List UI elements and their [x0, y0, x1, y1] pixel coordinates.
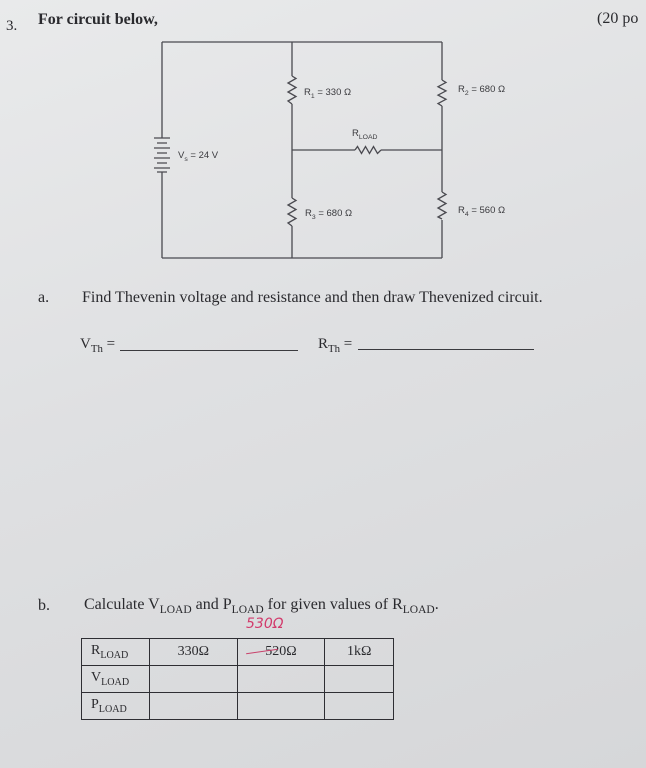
table-cell[interactable]	[325, 693, 394, 720]
row-label-pload: $P_{LOAD}$	[82, 693, 150, 720]
vth-answer-blank[interactable]	[120, 350, 298, 351]
r3-label: $R_3 = 680$ Ω	[305, 208, 353, 221]
question-title: For circuit below,	[38, 11, 158, 28]
table-row	[82, 666, 394, 693]
table-row	[82, 639, 394, 666]
rth-label: $R_{Th}$ =	[318, 336, 353, 355]
part-a-letter: a.	[38, 289, 50, 306]
rload-label: $R_{LOAD}$	[352, 128, 378, 141]
battery-icon	[154, 138, 170, 172]
r2-label: $R_2 = 680$ Ω	[458, 84, 506, 97]
part-b-instructions: Calculate $V_{LOAD}$ and $P_{LOAD}$ for given values of $R_{LOAD}$.	[84, 596, 439, 617]
table-row	[82, 693, 394, 720]
row-label-rload: $R_{LOAD}$	[82, 639, 150, 666]
r2-resistor	[438, 80, 446, 106]
table-cell[interactable]	[237, 666, 325, 693]
table-cell[interactable]	[237, 693, 325, 720]
vth-label: $V_{Th}$ =	[80, 336, 116, 355]
load-table	[81, 638, 394, 720]
circuit-diagram	[0, 0, 646, 300]
row-label-vload: $V_{LOAD}$	[82, 666, 150, 693]
r1-resistor	[288, 76, 296, 104]
part-b-letter: b.	[38, 597, 50, 614]
rth-answer-blank[interactable]	[358, 349, 534, 350]
table-cell: 1kΩ	[325, 639, 394, 666]
r1-label: $R_1 = 330$ Ω	[304, 87, 352, 100]
table-cell[interactable]	[325, 666, 394, 693]
source-label: $V_s = 24$ V	[178, 150, 219, 163]
handwritten-correction: 530Ω	[246, 616, 284, 632]
rload-resistor	[355, 147, 381, 154]
r3-resistor	[288, 198, 296, 226]
table-cell[interactable]	[150, 693, 238, 720]
points-label: (20 po	[597, 10, 639, 27]
r4-label: $R_4 = 560$ Ω	[458, 205, 506, 218]
r4-resistor	[438, 192, 446, 219]
table-cell: 330Ω	[150, 639, 238, 666]
table-cell[interactable]	[150, 666, 238, 693]
question-number: 3.	[6, 18, 18, 34]
part-a-instructions: Find Thevenin voltage and resistance and then draw Thevenized circuit.	[82, 289, 543, 306]
table-cell: 520Ω	[237, 639, 325, 666]
